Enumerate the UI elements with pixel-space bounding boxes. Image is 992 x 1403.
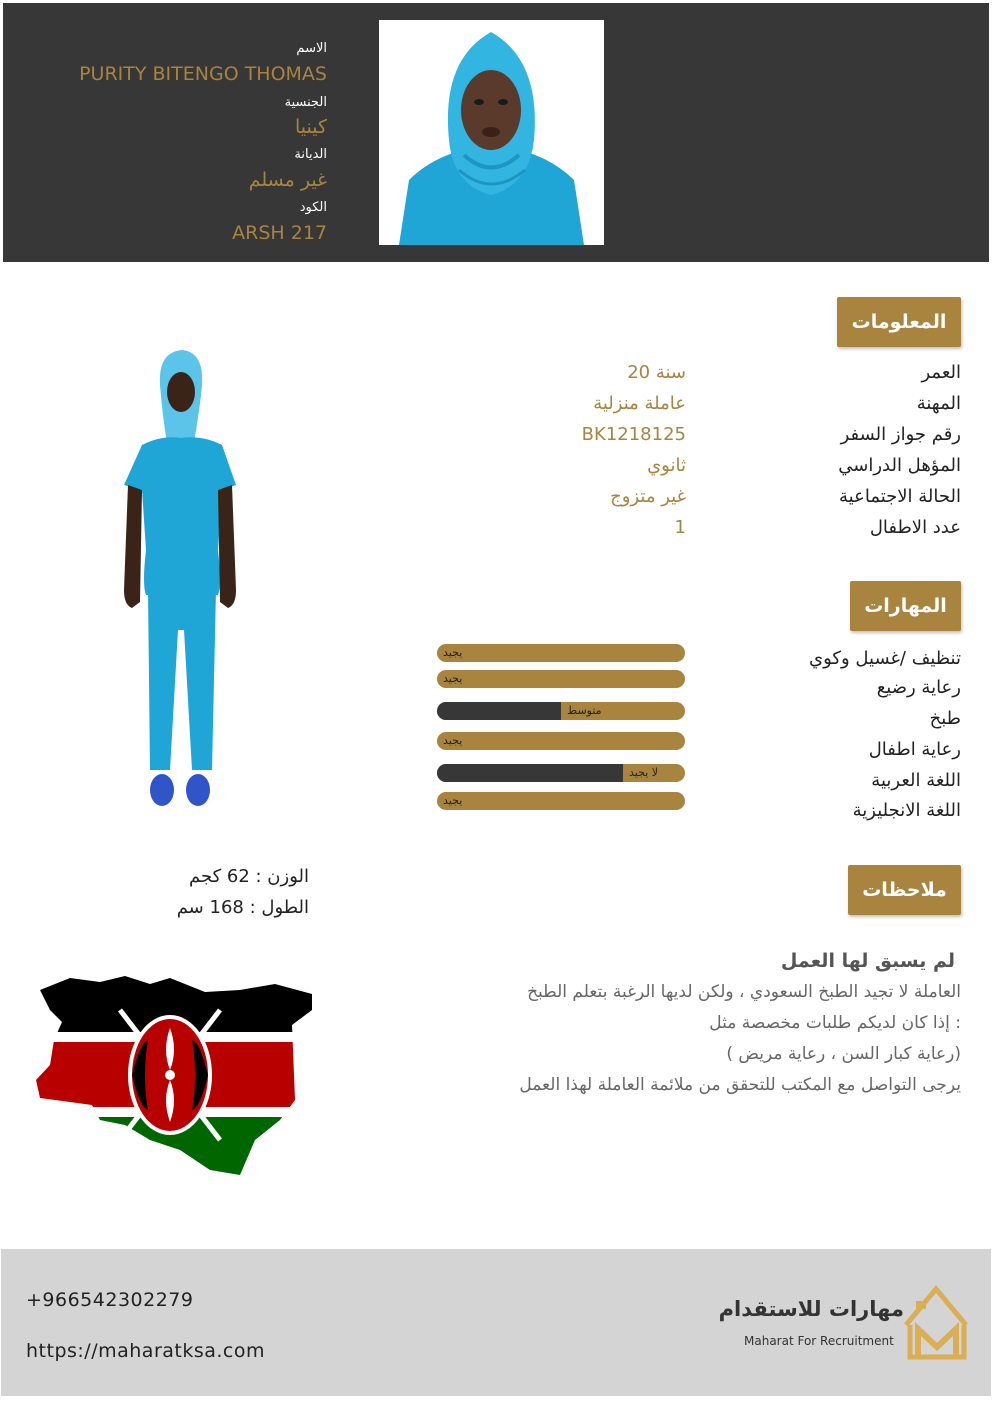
religion-label: الديانة bbox=[294, 147, 327, 162]
skill-level: يجيد bbox=[443, 734, 463, 747]
notes-line: ( رعاية كبار السن ، رعاية مريض) bbox=[726, 1044, 961, 1064]
age-label: العمر bbox=[921, 362, 961, 383]
notes-line: إذا كان لديكم طلبات مخصصة مثل : bbox=[709, 1013, 961, 1033]
profile-header bbox=[3, 3, 989, 262]
skill-bar bbox=[437, 792, 685, 810]
logo-arabic-text: مهارات للاستقدام bbox=[718, 1297, 904, 1321]
skill-label: رعاية رضيع bbox=[876, 677, 961, 698]
full-body-photo bbox=[112, 350, 247, 810]
portrait-photo bbox=[379, 20, 604, 245]
children-count-value: 1 bbox=[674, 517, 686, 538]
weight-text: الوزن : 62 كجم bbox=[189, 866, 309, 887]
skill-level: يجيد bbox=[443, 672, 463, 685]
profession-label: المهنة bbox=[916, 393, 961, 414]
skill-level: يجيد bbox=[443, 646, 463, 659]
marital-status-label: الحالة الاجتماعية bbox=[839, 486, 961, 507]
website-link[interactable]: https://maharatksa.com bbox=[26, 1340, 266, 1362]
passport-value: BK1218125 bbox=[581, 424, 686, 445]
marital-status-value: غير متزوج bbox=[610, 486, 686, 507]
company-logo bbox=[718, 1285, 970, 1365]
age-value: 20 سنة bbox=[627, 362, 686, 383]
children-count-label: عدد الاطفال bbox=[869, 517, 961, 538]
skill-bar bbox=[437, 644, 685, 662]
skill-label: اللغة الانجليزية bbox=[852, 800, 961, 821]
profession-value: عاملة منزلية bbox=[593, 393, 686, 414]
skills-section-title: المهارات bbox=[850, 581, 961, 631]
skill-bar bbox=[437, 764, 685, 782]
nationality-label: الجنسية bbox=[284, 95, 327, 110]
skill-bar bbox=[437, 732, 685, 750]
nationality-value: كينيا bbox=[294, 116, 327, 138]
skill-label: رعاية اطفال bbox=[868, 739, 961, 760]
name-value: PURITY BITENGO THOMAS bbox=[79, 63, 327, 85]
logo-english-text: Maharat For Recruitment bbox=[744, 1334, 894, 1348]
name-label: الاسم bbox=[296, 41, 327, 56]
skill-bar bbox=[437, 670, 685, 688]
passport-label: رقم جواز السفر bbox=[840, 424, 961, 445]
skill-level: لا يجيد bbox=[629, 766, 659, 779]
notes-line: العاملة لا تجيد الطبخ السعودي ، ولكن لديها الرغبة بتعلم الطبخ bbox=[527, 982, 961, 1002]
skill-bar bbox=[437, 702, 685, 720]
religion-value: غير مسلم bbox=[248, 169, 327, 191]
skill-bar-unfilled bbox=[437, 764, 623, 782]
code-value: ARSH 217 bbox=[232, 222, 327, 244]
kenya-map-flag bbox=[30, 970, 315, 1180]
skill-label: طبخ bbox=[929, 708, 961, 729]
skill-bar-unfilled bbox=[437, 702, 561, 720]
info-section-title: المعلومات bbox=[837, 297, 961, 347]
height-text: الطول : 168 سم bbox=[176, 897, 309, 918]
notes-headline: لم يسبق لها العمل bbox=[780, 950, 955, 972]
code-label: الكود bbox=[299, 200, 327, 215]
skill-level: يجيد bbox=[443, 794, 463, 807]
phone-number[interactable]: +966542302279 bbox=[26, 1289, 194, 1311]
skill-label: تنظيف /غسيل وكوي bbox=[809, 648, 961, 669]
skill-label: اللغة العربية bbox=[871, 770, 961, 791]
skill-level: متوسط bbox=[567, 704, 602, 717]
notes-section-title: ملاحظات bbox=[848, 865, 961, 915]
education-value: ثانوي bbox=[647, 455, 686, 476]
education-label: المؤهل الدراسي bbox=[838, 455, 961, 476]
house-m-logo-icon bbox=[906, 1289, 966, 1357]
notes-line: يرجى التواصل مع المكتب للتحقق من ملائمة العاملة لهذا العمل bbox=[519, 1075, 961, 1095]
